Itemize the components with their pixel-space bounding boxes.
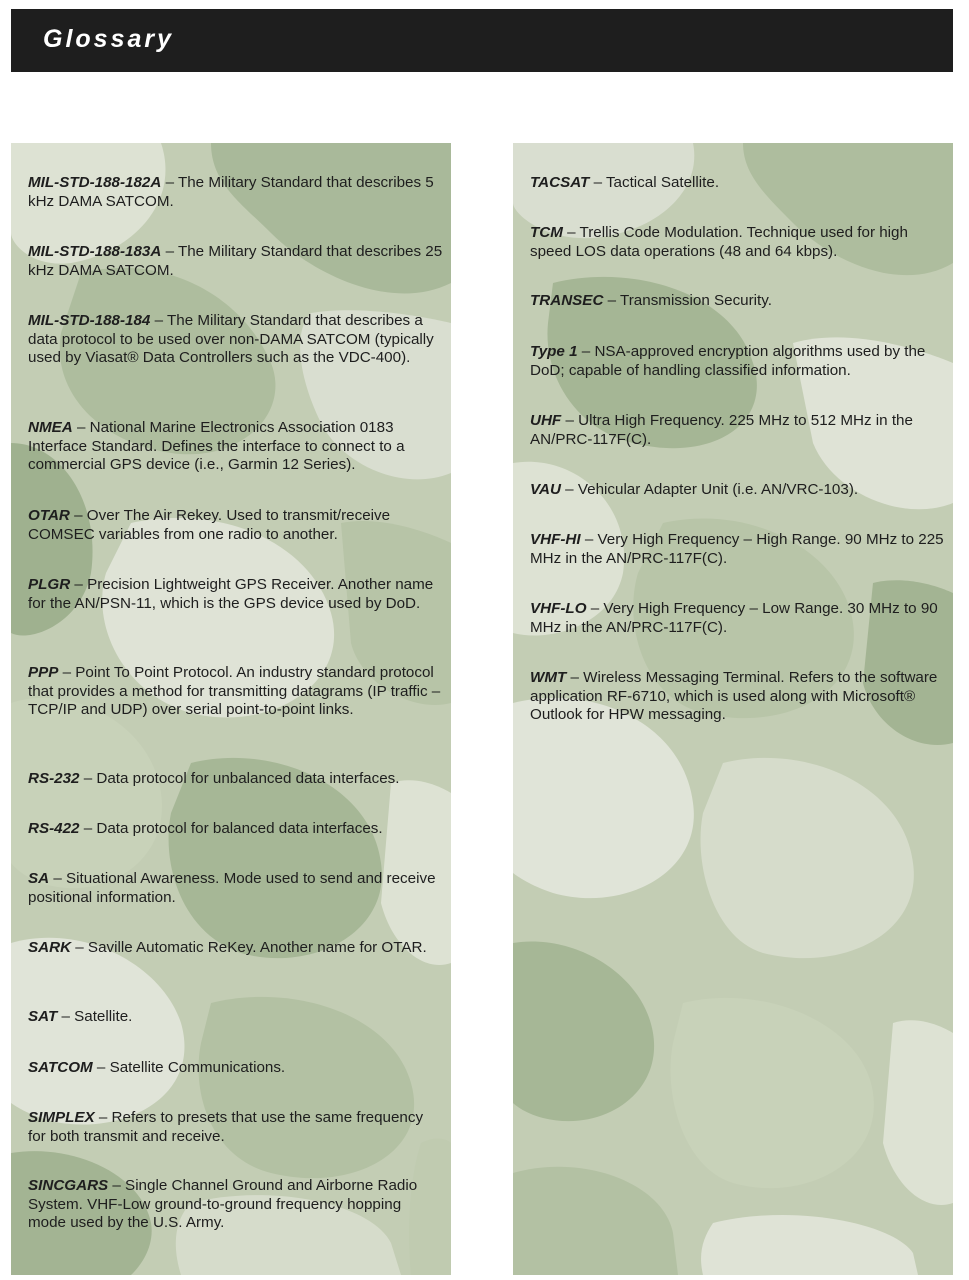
glossary-definition: – Wireless Messaging Terminal. Refers to the software application RF-6710, which is used along with Microsoft® Outlook for HPW messaging. [530,669,938,724]
glossary-term: SIMPLEX [28,1109,95,1126]
glossary-definition: – Situational Awareness. Mode used to send and receive positional information. [28,870,436,906]
glossary-definition: – Satellite. [57,1008,133,1025]
glossary-entry [530,669,945,725]
glossary-definition: – Tactical Satellite. [589,174,720,191]
glossary-definition: – Precision Lightweight GPS Receiver. Another name for the AN/PSN-11, which is the GPS device used by DoD. [28,576,434,612]
glossary-term: WMT [530,669,567,686]
glossary-entry [28,507,443,544]
glossary-entry [28,576,443,613]
glossary-entry [28,243,443,280]
glossary-definition: – The Military Standard that describes a data protocol to be used over non-DAMA SATCOM (typically used by Viasat® Data Controllers such as the VDC-400). [28,312,434,367]
glossary-panel-left [11,143,451,1275]
glossary-term: RS-232 [28,770,80,787]
glossary-definition: – NSA-approved encryption algorithms used by the DoD; capable of handling classified information. [530,343,926,379]
glossary-entry [28,939,443,958]
glossary-entry [28,1177,443,1233]
glossary-definition: – Very High Frequency – Low Range. 30 MHz to 90 MHz in the AN/PRC-117F(C). [530,600,938,636]
glossary-entry [28,174,443,211]
glossary-term: VHF-HI [530,531,581,548]
glossary-entry [28,1059,443,1078]
glossary-term: MIL-STD-188-184 [28,312,151,329]
glossary-definition: – Point To Point Protocol. An industry standard protocol that provides a method for transmitting datagrams (IP traffic – TCP/IP and UDP) over serial point-to-point links. [28,664,441,719]
glossary-term: NMEA [28,419,73,436]
glossary-entry [530,174,945,193]
glossary-definition: – Data protocol for unbalanced data interfaces. [79,770,400,787]
glossary-panel-right [513,143,953,1275]
glossary-term: SA [28,870,50,887]
glossary-definition: – Vehicular Adapter Unit (i.e. AN/VRC-103). [560,481,859,498]
glossary-term: MIL-STD-188-183A [28,243,162,260]
glossary-header-bar [11,9,953,72]
glossary-entry [28,1008,443,1027]
glossary-term: Type 1 [530,343,578,360]
glossary-definition: – Satellite Communications. [92,1059,286,1076]
page-title: Glossary [43,25,175,53]
glossary-term: VHF-LO [530,600,587,617]
glossary-definition: – Refers to presets that use the same frequency for both transmit and receive. [28,1109,424,1145]
glossary-entry [530,531,945,568]
glossary-entry [530,412,945,449]
glossary-entry [28,820,443,839]
glossary-entry [530,292,945,311]
glossary-definition: – Trellis Code Modulation. Technique used for high speed LOS data operations (48 and 64 kbps). [530,224,908,260]
glossary-term: SINCGARS [28,1177,109,1194]
glossary-term: TCM [530,224,563,241]
glossary-definition: – Very High Frequency – High Range. 90 MHz to 225 MHz in the AN/PRC-117F(C). [530,531,944,567]
glossary-term: MIL-STD-188-182A [28,174,162,191]
glossary-definition: – The Military Standard that describes 5 kHz DAMA SATCOM. [28,174,434,210]
glossary-definition: – Over The Air Rekey. Used to transmit/receive COMSEC variables from one radio to another. [28,507,391,543]
glossary-definition: – Saville Automatic ReKey. Another name for OTAR. [71,939,427,956]
glossary-definition: – Single Channel Ground and Airborne Radio System. VHF-Low ground-to-ground frequency hopping mode used by the U.S. Army. [28,1177,418,1232]
glossary-entry [28,770,443,789]
glossary-entry [530,600,945,637]
glossary-entry [530,481,945,500]
glossary-term: TRANSEC [530,292,604,309]
glossary-entry [28,870,443,907]
glossary-entry [530,343,945,380]
glossary-term: PLGR [28,576,71,593]
glossary-term: SAT [28,1008,58,1025]
glossary-term: TACSAT [530,174,590,191]
glossary-entry [28,664,443,720]
glossary-term: SARK [28,939,72,956]
glossary-term: OTAR [28,507,70,524]
glossary-definition: – Transmission Security. [603,292,772,309]
glossary-entry [28,1109,443,1146]
glossary-term: PPP [28,664,59,681]
glossary-term: RS-422 [28,820,80,837]
glossary-term: SATCOM [28,1059,93,1076]
glossary-entry [530,224,945,261]
glossary-definition: – The Military Standard that describes 25 kHz DAMA SATCOM. [28,243,443,279]
glossary-term: VAU [530,481,561,498]
glossary-definition: – National Marine Electronics Association 0183 Interface Standard. Defines the interface to connect to a commercial GPS device (i.e., Garmin 12 Series). [28,419,405,474]
glossary-entry [28,419,443,475]
glossary-entry [28,312,443,368]
glossary-definition: – Data protocol for balanced data interfaces. [79,820,383,837]
glossary-definition: – Ultra High Frequency. 225 MHz to 512 MHz in the AN/PRC-117F(C). [530,412,913,448]
glossary-term: UHF [530,412,562,429]
